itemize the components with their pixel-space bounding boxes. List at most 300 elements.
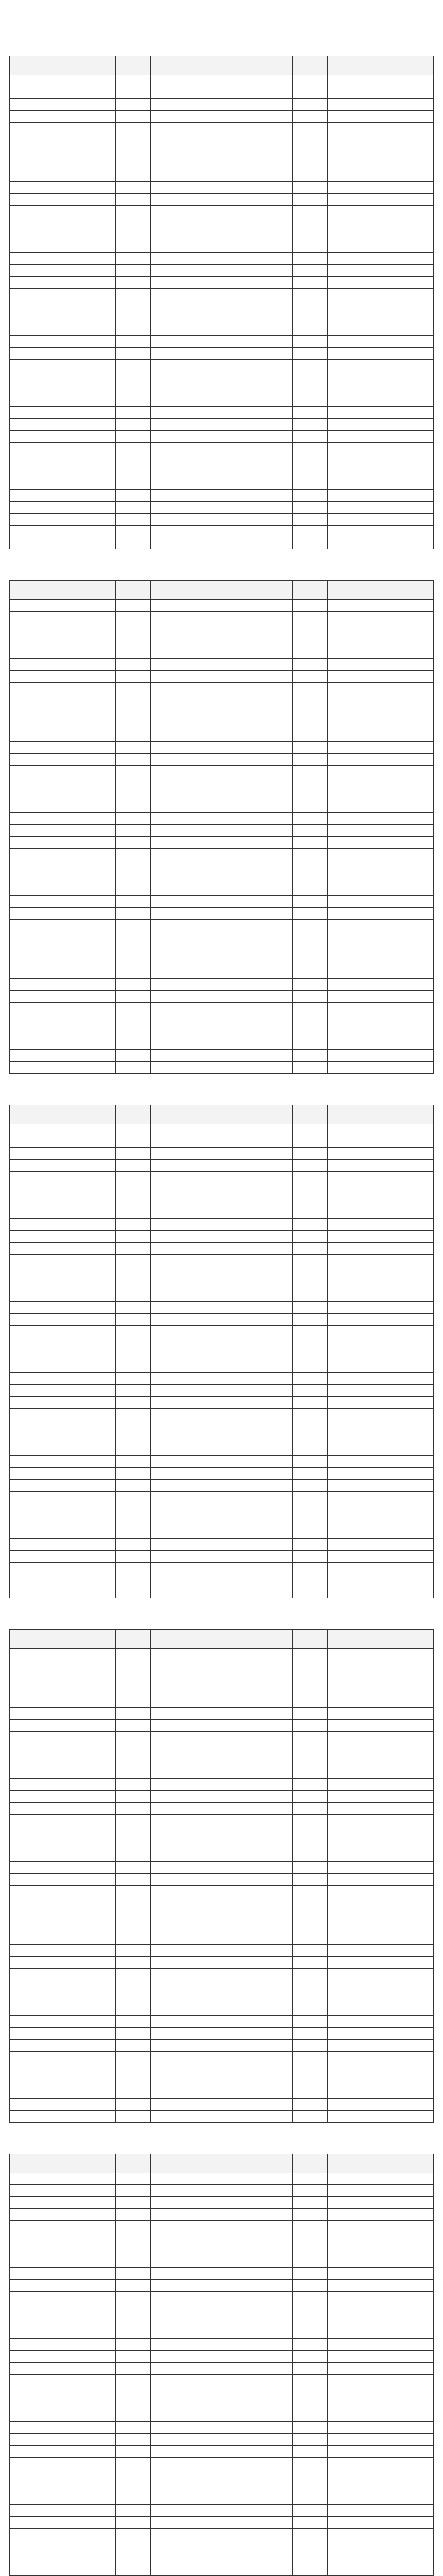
table-cell [10, 1255, 45, 1266]
table-cell [257, 683, 293, 694]
table-cell [80, 1062, 116, 1074]
table-cell [398, 837, 434, 849]
table-cell [115, 2339, 151, 2351]
table-cell [222, 1219, 257, 1231]
table-cell [80, 2552, 116, 2564]
table-cell [292, 2111, 328, 2123]
table-cell [222, 265, 257, 277]
table-cell [398, 1266, 434, 1278]
table-cell [328, 647, 363, 659]
table-cell [398, 2232, 434, 2244]
table-row [10, 2004, 434, 2016]
table-header-cell [257, 581, 293, 600]
table-cell [80, 1397, 116, 1409]
table-cell [222, 979, 257, 991]
table-cell [257, 1969, 293, 1980]
table-cell [80, 2244, 116, 2256]
table-cell [257, 1444, 293, 1456]
table-cell [115, 742, 151, 754]
table-row [10, 407, 434, 419]
table-cell [222, 2564, 257, 2576]
table-cell [45, 967, 80, 979]
table-cell [292, 1231, 328, 1243]
table-cell [115, 502, 151, 514]
table-cell [45, 407, 80, 419]
table-cell [292, 146, 328, 158]
table-row [10, 1444, 434, 1456]
table-cell [115, 2173, 151, 2185]
table-cell [328, 1720, 363, 1732]
table-cell [186, 1527, 222, 1539]
table-cell [363, 2185, 398, 2197]
table-cell [151, 1969, 186, 1980]
table-cell [257, 1420, 293, 1432]
table-cell [45, 300, 80, 312]
table-cell [186, 134, 222, 146]
table-cell [222, 2040, 257, 2052]
table-cell [257, 1539, 293, 1551]
table-cell [115, 182, 151, 194]
table-cell [115, 2469, 151, 2481]
table-cell [363, 312, 398, 324]
table-cell [328, 2268, 363, 2280]
table-cell [186, 1696, 222, 1708]
table-cell [328, 694, 363, 706]
table-cell [115, 537, 151, 549]
table-cell [80, 2004, 116, 2016]
table-cell [292, 371, 328, 383]
table-cell [257, 2458, 293, 2469]
table-cell [186, 2552, 222, 2564]
table-header-cell [45, 581, 80, 600]
table-cell [45, 2268, 80, 2280]
table-cell [45, 694, 80, 706]
table-cell [10, 241, 45, 253]
table-cell [222, 908, 257, 920]
table-cell [115, 1207, 151, 1219]
table-row [10, 2398, 434, 2410]
table-cell [45, 490, 80, 502]
table-cell [257, 1397, 293, 1409]
table-cell [222, 813, 257, 825]
table-cell [398, 194, 434, 206]
table-cell [398, 1957, 434, 1969]
table-cell [222, 2540, 257, 2552]
table-row [10, 229, 434, 241]
table-row [10, 395, 434, 407]
table-cell [151, 1649, 186, 1660]
table-row [10, 2552, 434, 2564]
table-cell [328, 2446, 363, 2458]
table-cell [398, 884, 434, 896]
table-cell [115, 1003, 151, 1014]
table-cell [363, 1886, 398, 1897]
table-cell [80, 466, 116, 478]
table-cell [45, 1862, 80, 1874]
table-cell [80, 920, 116, 931]
table-cell [45, 526, 80, 537]
table-cell [398, 514, 434, 526]
table-cell [257, 2422, 293, 2434]
table-cell [363, 2256, 398, 2268]
table-cell [45, 2040, 80, 2052]
table-cell [10, 623, 45, 635]
table-cell [398, 1136, 434, 1148]
table-cell [328, 2087, 363, 2099]
table-row [10, 2268, 434, 2280]
table-row [10, 2016, 434, 2028]
table-cell [10, 1136, 45, 1148]
table-cell [398, 419, 434, 431]
table-cell [257, 730, 293, 742]
table-cell [257, 1732, 293, 1743]
table-cell [222, 1815, 257, 1826]
table-cell [115, 2505, 151, 2517]
table-cell [10, 2517, 45, 2529]
table-cell [45, 1980, 80, 1992]
table-cell [292, 1492, 328, 1503]
table-cell [398, 1397, 434, 1409]
table-cell [257, 1743, 293, 1755]
table-cell [257, 466, 293, 478]
table-cell [45, 1014, 80, 1026]
table-cell [10, 1574, 45, 1586]
table-cell [363, 860, 398, 872]
table-cell [10, 2315, 45, 2327]
table-cell [222, 2303, 257, 2315]
table-cell [151, 801, 186, 813]
table-cell [257, 1255, 293, 1266]
table-cell [45, 1743, 80, 1755]
table-cell [151, 466, 186, 478]
table-cell [10, 1732, 45, 1743]
table-header-cell [115, 56, 151, 75]
table-cell [80, 967, 116, 979]
table-cell [45, 1708, 80, 1720]
table-cell [328, 896, 363, 908]
table-cell [115, 2386, 151, 2398]
table-cell [151, 1921, 186, 1933]
table-cell [398, 2052, 434, 2063]
table-cell [363, 1172, 398, 1183]
table-cell [328, 1420, 363, 1432]
table-cell [115, 206, 151, 217]
table-cell [292, 2063, 328, 2075]
table-cell [222, 1480, 257, 1492]
table-cell [151, 1755, 186, 1767]
table-cell [186, 2063, 222, 2075]
table-cell [222, 2075, 257, 2087]
table-cell [151, 683, 186, 694]
table-cell [328, 1874, 363, 1886]
table-header-cell [257, 2154, 293, 2173]
table-cell [222, 1850, 257, 1862]
table-cell [80, 1791, 116, 1803]
table-cell [292, 324, 328, 336]
table-cell [10, 1492, 45, 1503]
table-cell [10, 1278, 45, 1290]
table-cell [115, 2398, 151, 2410]
table-cell [257, 158, 293, 170]
table-cell [80, 2540, 116, 2552]
table-cell [292, 671, 328, 683]
table-cell [363, 431, 398, 443]
table-cell [186, 2517, 222, 2529]
table-cell [115, 754, 151, 766]
table-cell [292, 123, 328, 134]
table-cell [80, 730, 116, 742]
table-cell [80, 348, 116, 360]
table-cell [151, 1732, 186, 1743]
table-cell [363, 683, 398, 694]
table-cell [257, 2004, 293, 2016]
table-cell [328, 2028, 363, 2040]
table-cell [222, 1492, 257, 1503]
table-cell [115, 1767, 151, 1779]
table-header-cell [115, 1105, 151, 1124]
table-cell [186, 979, 222, 991]
table-cell [151, 1373, 186, 1385]
table-cell [257, 2564, 293, 2576]
table-header-cell [10, 2154, 45, 2173]
table-row [10, 1826, 434, 1838]
table-cell [328, 1803, 363, 1815]
table-cell [257, 111, 293, 123]
table-cell [328, 659, 363, 671]
table-row [10, 2185, 434, 2197]
table-cell [328, 813, 363, 825]
table-cell [257, 2221, 293, 2232]
table-cell [222, 2458, 257, 2469]
table-cell [10, 1563, 45, 1574]
table-cell [80, 1921, 116, 1933]
table-cell [115, 1050, 151, 1062]
table-cell [363, 1314, 398, 1326]
table-cell [257, 943, 293, 955]
table-cell [151, 2458, 186, 2469]
table-cell [363, 1527, 398, 1539]
table-cell [363, 111, 398, 123]
table-cell [115, 2075, 151, 2087]
table-cell [186, 2303, 222, 2315]
table-cell [398, 454, 434, 466]
table-cell [328, 1014, 363, 1026]
table-row [10, 1586, 434, 1598]
table-row [10, 2315, 434, 2327]
table-cell [257, 2075, 293, 2087]
table-cell [80, 1409, 116, 1420]
table-cell [151, 1586, 186, 1598]
table-cell [222, 1385, 257, 1397]
table-cell [363, 407, 398, 419]
table-cell [186, 1420, 222, 1432]
table-cell [257, 1480, 293, 1492]
table-cell [10, 1385, 45, 1397]
table-cell [10, 1397, 45, 1409]
table-cell [80, 1136, 116, 1148]
table-cell [115, 1755, 151, 1767]
table-cell [363, 1373, 398, 1385]
table-cell [398, 2197, 434, 2209]
table-cell [292, 1326, 328, 1337]
table-cell [292, 1468, 328, 1480]
table-cell [10, 1160, 45, 1172]
table-cell [151, 1743, 186, 1755]
table-cell [186, 1361, 222, 1373]
table-cell [10, 2111, 45, 2123]
table-cell [186, 1897, 222, 1909]
table-cell [257, 1160, 293, 1172]
table-cell [363, 706, 398, 718]
table-cell [186, 2422, 222, 2434]
table-cell [328, 908, 363, 920]
table-cell [186, 1684, 222, 1696]
table-cell [186, 801, 222, 813]
table-cell [151, 647, 186, 659]
table-cell [80, 1732, 116, 1743]
table-cell [186, 2481, 222, 2493]
table-row [10, 777, 434, 789]
table-cell [363, 1921, 398, 1933]
table-cell [363, 849, 398, 860]
table-cell [398, 1815, 434, 1826]
table-row [10, 659, 434, 671]
table-cell [10, 2351, 45, 2363]
table-cell [186, 2529, 222, 2540]
table-cell [151, 277, 186, 289]
table-cell [10, 1957, 45, 1969]
table-cell [10, 1026, 45, 1038]
table-cell [151, 1492, 186, 1503]
table-cell [151, 2244, 186, 2256]
table-cell [10, 2303, 45, 2315]
table-cell [222, 671, 257, 683]
table-cell [10, 1349, 45, 1361]
table-cell [186, 706, 222, 718]
table-cell [363, 289, 398, 300]
table-cell [398, 2469, 434, 2481]
table-row [10, 2052, 434, 2063]
table-cell [257, 1803, 293, 1815]
table-cell [222, 2434, 257, 2446]
table-cell [257, 1038, 293, 1050]
table-cell [222, 1195, 257, 1207]
table-cell [222, 2351, 257, 2363]
table-cell [151, 1014, 186, 1026]
table-cell [151, 1886, 186, 1897]
table-cell [257, 443, 293, 454]
table-cell [328, 2422, 363, 2434]
table-cell [222, 2327, 257, 2339]
table-cell [45, 1672, 80, 1684]
table-cell [398, 2209, 434, 2221]
table-cell [292, 766, 328, 777]
table-cell [222, 1038, 257, 1050]
table-cell [151, 789, 186, 801]
table-cell [10, 1791, 45, 1803]
table-cell [115, 99, 151, 111]
table-cell [151, 2052, 186, 2063]
table-cell [186, 99, 222, 111]
table-cell [186, 1183, 222, 1195]
table-cell [292, 2075, 328, 2087]
table-cell [292, 2303, 328, 2315]
table-cell [45, 158, 80, 170]
table-row [10, 348, 434, 360]
table-cell [151, 1302, 186, 1314]
table-cell [398, 1921, 434, 1933]
table-cell [186, 2398, 222, 2410]
table-cell [222, 1708, 257, 1720]
table-cell [151, 502, 186, 514]
table-cell [80, 371, 116, 383]
table-cell [151, 2327, 186, 2339]
table-cell [292, 2386, 328, 2398]
table-cell [257, 1314, 293, 1326]
table-cell [328, 1527, 363, 1539]
table-cell [398, 111, 434, 123]
table-cell [115, 1409, 151, 1420]
section-title [9, 1088, 434, 1099]
table-cell [222, 1980, 257, 1992]
table-cell [151, 2552, 186, 2564]
table-cell [151, 514, 186, 526]
table-cell [151, 612, 186, 623]
table-cell [186, 1290, 222, 1302]
table-cell [222, 991, 257, 1003]
table-cell [363, 383, 398, 395]
table-cell [80, 1243, 116, 1255]
table-cell [292, 600, 328, 612]
table-cell [10, 2469, 45, 2481]
table-cell [398, 908, 434, 920]
table-cell [292, 1014, 328, 1026]
table-cell [10, 1909, 45, 1921]
table-cell [45, 1563, 80, 1574]
table-cell [80, 2327, 116, 2339]
table-cell [363, 1326, 398, 1337]
table-cell [292, 718, 328, 730]
table-cell [257, 600, 293, 612]
table-cell [257, 1957, 293, 1969]
table-cell [115, 217, 151, 229]
table-cell [45, 1850, 80, 1862]
table-cell [328, 300, 363, 312]
table-cell [292, 1791, 328, 1803]
table-cell [10, 1337, 45, 1349]
table-cell [292, 158, 328, 170]
table-cell [151, 860, 186, 872]
table-cell [186, 1172, 222, 1183]
table-cell [257, 407, 293, 419]
table-cell [292, 849, 328, 860]
table-cell [363, 2540, 398, 2552]
table-row [10, 979, 434, 991]
table-cell [151, 206, 186, 217]
table-cell [292, 920, 328, 931]
table-cell [115, 2422, 151, 2434]
table-cell [186, 967, 222, 979]
table-cell [398, 2386, 434, 2398]
table-cell [45, 537, 80, 549]
table-cell [257, 1456, 293, 1468]
table-cell [222, 289, 257, 300]
table-cell [363, 1515, 398, 1527]
table-cell [363, 1660, 398, 1672]
table-cell [292, 2280, 328, 2292]
table-header-cell [398, 1105, 434, 1124]
table-row [10, 931, 434, 943]
